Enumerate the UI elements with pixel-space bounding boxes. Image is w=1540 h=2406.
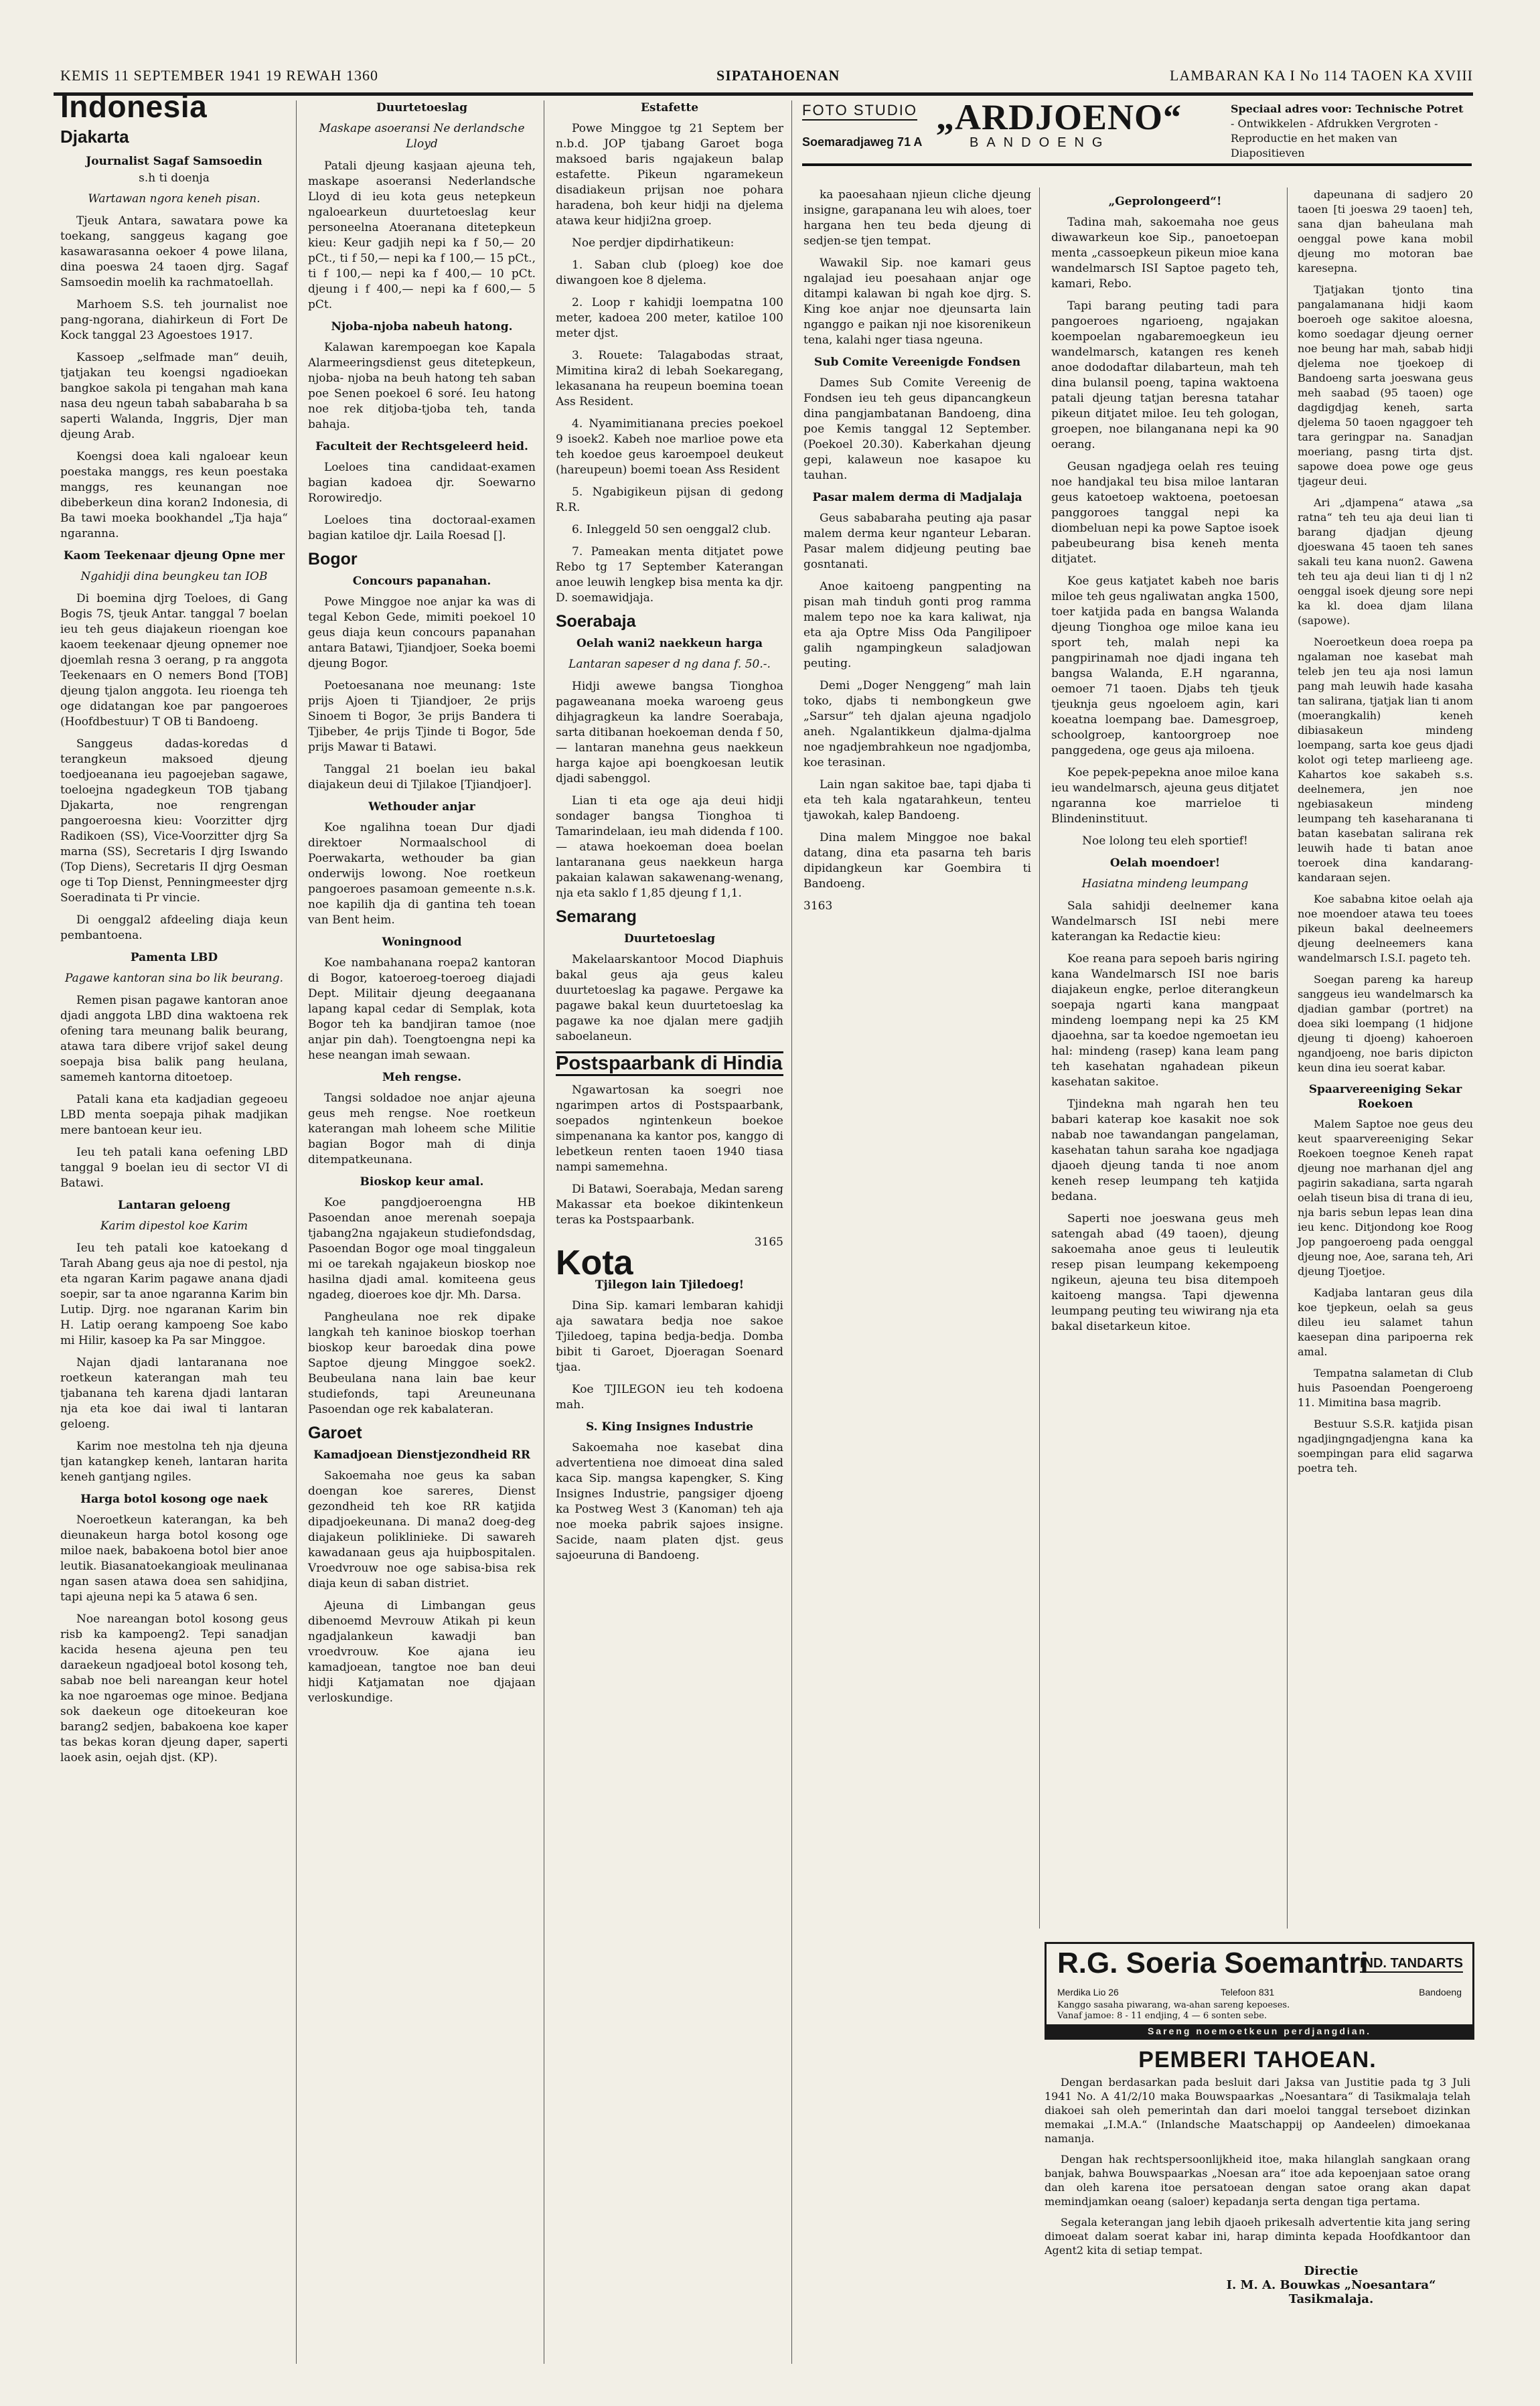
- article-heading: Duurtetoeslag: [376, 101, 468, 115]
- paragraph: Bestuur S.S.R. katjida pisan ngadjingngadjengna kana ka soempingan para elid sagarwa poetra teh.: [1298, 1418, 1473, 1475]
- paragraph: Koe TJILEGON ieu teh kodoena mah.: [556, 1383, 783, 1412]
- masthead-issue: LAMBARAN KA I No 114 TAOEN KA XVIII: [1169, 67, 1473, 84]
- article-subheading: Pagawe kantoran sina bo lik beurang.: [64, 972, 284, 985]
- article-subheading: Wartawan ngora keneh pisan.: [88, 192, 260, 206]
- paragraph: Di boemina djrg Toeloes, di Gang Bogis 7S, tjeuk Antar. tanggal 7 boelan ieu teh geus diajakeun rioengan koe kaoem teekenaar djeung opnemer noe djoemlah resna 3 oerang, p ra anggota Teekenaars en O nemers Bond [TOB] djeung tjalon anggota. Ieu rioenga teh oge didatangan koe par pangoeroes (Hoofdbestuur) T OB ti Bandoeng.: [60, 592, 288, 729]
- ad-services-line: Speciaal adres voor: Technische Potret: [1231, 102, 1464, 115]
- paragraph: Dengan hak rechtspersoonlijkheid itoe, maka hilanglah sangkaan orang banjak, bahwa Bouwspaarkas „Noesan ara“ itoe ada kepoenjaan satoe orang dan oleh karena itoe persatoean dengan satoe orang akan dapat memindjamkan oeang (saloer) kepadanja serta dengan tiga pertama.: [1045, 2153, 1470, 2208]
- article-heading: Oelah moendoer!: [1109, 856, 1221, 870]
- paragraph: Geusan ngadjega oelah res teuing noe handjakal teu bisa miloe lantaran geus katoetoep waktoena, poetoesan panggoroes tanggal nepi ka diombeluan nepi ka powe Saptoe isoek pabeubeurang bisa keneh menta ditjatet.: [1051, 460, 1279, 566]
- paragraph: Makelaarskantoor Mocod Diaphuis bakal geus aja geus kaleu duurtetoeslag ka pagawe. Pergawe ka pagawe bakal keun duurtetoeslag ka pagawe ka noe djalan mere gadjih saboelaneun.: [556, 953, 783, 1043]
- paragraph: Dina Sip. kamari lembaran kahidji aja sawatara bedja noe sakoe Tjiledoeg, tapina bedja-bedja. Domba bibit ti Garoet, Djoeragan Soenard tjaa.: [556, 1299, 783, 1374]
- paragraph: Ieu teh patali kana oefening LBD tanggal 9 boelan ieu di sector VI di Batawi.: [60, 1146, 288, 1190]
- article-heading: Pamenta LBD: [130, 951, 218, 964]
- paragraph: Kadjaba lantaran geus dila koe tjepkeun, oelah sa geus dileu ieu salamet tahun kaesepan dina paripoerna rek amal.: [1298, 1286, 1473, 1358]
- article-heading: Bioskop keur amal.: [360, 1175, 484, 1189]
- paragraph: Tjatjakan tjonto tina pangalamanana hidji kaom boeroeh oge sakitoe aloesna, komo soedagar djeung oerner noe beung har mah, sabab hidji djelema noe tjoekoep di Bandoeng sarta joeswana geus meh saabad (95 taoen) oge dagdigdjag keneh, sarta djelema 50 taoen ngaggoer teh tara geringpar na. Sanadjan moeriang, pasng tirta djst. sapowe doea powe oge geus tjageur deui.: [1298, 283, 1473, 487]
- article-subheading: Karim dipestol koe Karim: [100, 1219, 248, 1233]
- ad-services: [1231, 102, 1472, 161]
- paragraph: Tanggal 21 boelan ieu bakal diajakeun deui di Tjilakoe [Tjiandjoer].: [308, 763, 536, 792]
- article-heading: Pasar malem derma di Madjalaja: [812, 491, 1022, 504]
- article-subheading: Lantaran sapeser d ng dana f. 50.-.: [568, 658, 771, 671]
- ad-number: 3165: [754, 1235, 783, 1249]
- paragraph: dapeunana di sadjero 20 taoen [ti joeswa 29 taoen] teh, sana djan baheulana mah oenggal powe kana mobil djeung mo motoran bae karesepna.: [1298, 188, 1473, 275]
- masthead-date: KEMIS 11 SEPTEMBER 1941 19 REWAH 1360: [60, 67, 378, 84]
- paragraph: Koe nambahanana roepa2 kantoran di Bogor, katoeroeg-toeroeg diajadi Dept. Militair djeung deegaanana lapang kapal cedar di Semplak, kota Bogor teh ka bandjiran tamoe (noe anjar pin dah). Toengtoengna nepi ka hese neangan imah sewaan.: [308, 956, 536, 1062]
- paragraph: Koengsi doea kali ngaloear keun poestaka manggs, res keun poestaka manggs, res keunangan noe dibeberkeun dina koran2 Indonesia, di Ba tawi moeka bookhandel „Tja haja“ ngaranna.: [60, 450, 288, 540]
- paragraph: Tjeuk Antara, sawatara powe ka toekang, sanggeus kagang goe kasawarasanna oekoer 4 powe lilana, dina poeswa 24 taoen djrg. Sagaf Samsoedin moelih ka rachmatoellah.: [60, 214, 288, 289]
- article-heading: Lantaran geloeng: [117, 1199, 230, 1212]
- paragraph: Lain ngan sakitoe bae, tapi djaba ti eta teh kala ngatarahkeun, tenteu tjawokah, kalep Bandoeng.: [803, 778, 1031, 822]
- paragraph: Hidji awewe bangsa Tionghoa pagaweanana moeka waroeng geus dihjagragkeun ka landre Soerabaja, sarta ditibanan hoekoeman denda f 50,— lantaran manehna geus naekkeun harga kajoe api boengkoesan leutik djadi sabenggol.: [556, 680, 783, 785]
- article-heading: Woningnood: [382, 935, 462, 949]
- masthead-title: SIPATAHOENAN: [716, 67, 840, 84]
- article-subheading: Hasiatna mindeng leumpang: [1081, 877, 1249, 891]
- column-6: [1298, 187, 1473, 1483]
- section-title: Indonesia: [60, 89, 208, 124]
- article-heading: Sub Comite Vereenigde Fondsen: [814, 356, 1021, 369]
- list-item: 7. Pameakan menta ditjatet powe Rebo tg 17 September Katerangan anoe leuwih lengkep bisa menta ka djr. D. soemawidjaja.: [556, 545, 783, 605]
- paragraph: Tjindekna mah ngarah hen teu babari katerap koe kasakit noe sok nabab noe tawandangan pangelaman, kasehatan tahun saraha koe ngadjaga djaoeh djeung tanda ti noe anom keneh resep leumpang teh katjida bedana.: [1051, 1098, 1279, 1203]
- article-heading: Concours papanahan.: [352, 575, 491, 588]
- notice-signature: Tasikmalaja.: [1288, 2292, 1374, 2306]
- paragraph: Malem Saptoe noe geus deu keut spaarvereeniging Sekar Roekoen toegnoe Keneh rapat djeung noe marhanan djel ang pagirin sakadiana, sarta ngarah oelah tiseun bisa di trana di ieu, nja baris sebun lepas lean dina ieu kenc. Ditjondong koe Roog Jop pangoeroeng pada oenggal djeung noe, Aoe, sarana teh, Ari djeung Tjoetjoe.: [1298, 1118, 1473, 1278]
- column-divider: [1287, 187, 1288, 1929]
- article-subheading: Maskape asoeransi Ne derlandsche Lloyd: [319, 122, 525, 151]
- paragraph: Powe Minggoe noe anjar ka was di tegal Kebon Gede, mimiti poekoel 10 geus diaja keun concours papanahan antara Batawi, Tjiandjoer, Soeka boemi djeung Bogor.: [308, 595, 536, 670]
- ad-foto-studio: FOTO STUDIO: [802, 102, 917, 121]
- article-heading: „Geprolongeerd“!: [1108, 195, 1222, 208]
- paragraph: Ngawartosan ka soegri noe ngarimpen artos di Postspaarbank, soepados ngintenkeun boekoe simpenanana ka kantor pos, kanggo di lebetkeun renten taoen 1940 tiasa nampi samemehna.: [556, 1083, 783, 1174]
- list-item: 3. Rouete: Talagabodas straat, Mimitina kira2 di lebah Soekaregang, lekasanana ha reupeun boemina toean Ass Resident.: [556, 349, 783, 408]
- paragraph: Ari „djampena“ atawa „sa ratna“ teh teu aja deui lian ti barang djadjan djeung djoeswana 45 taoen teh sanes sakali teu kana nuon2. Gawena teh teu aja deui lian ti dj l n2 oenggal isoek djeung sore nepi ka kl. doea djam lilana (sapowe).: [1298, 496, 1473, 627]
- paragraph: Geus sababaraha peuting aja pasar malem derma keur nganteur Lebaran. Pasar malem didjeung peuting bae gosntanati.: [803, 512, 1031, 571]
- column-divider: [791, 100, 792, 2364]
- paragraph: Koe pangdjoeroengna HB Pasoendan anoe merenah soepaja tjabang2na ngajakeun studiefondsdag, Pasoendan Bogor oge moal tinggaleun mi oe tarekah ngajakeun bioskop noe hasilna djadi amal. komiteena geus ngadeg, dioeroes koe djr. Mh. Darsa.: [308, 1196, 536, 1302]
- paragraph: Koe ngalihna toean Dur djadi direktoer Normaalschool di Poerwakarta, wethouder ba gian onderwijs lowong. Noe roetkeun pangoeroes pasamoan gemeente n.s.k. noe kapilih dja di gantina teh toean van Bent heim.: [308, 821, 536, 927]
- city-section-heading: Soerabaja: [556, 612, 636, 631]
- city-section-heading: Semarang: [556, 907, 637, 926]
- paragraph: Noeroetkeun katerangan, ka beh dieunakeun harga botol kosong oge miloe naek, babakoena botol bier anoe leutik. Biasanatoekangioak meulinanaa ngan sasen atawa doea sen sahidjina, tapi ajeuna nepi ka 5 atawa 6 sen.: [60, 1513, 288, 1604]
- paragraph: Noe nareangan botol kosong geus risb ka kampoeng2. Tepi sanadjan kacida hesena ajeuna pen teu daraekeun ngadjoeal botol kosong teh, sabab noe beli nareangan keur hotel ka noe ngaroemas oge minoe. Bedjana sok daekeun oge ditoekeuran koe barang2 sedjen, babakoena koe kaper tas bekas koran djeung daper, saperti laoek asin, oejah djst. (KP).: [60, 1612, 288, 1764]
- kota-section-title: Kota: [556, 1244, 633, 1282]
- paragraph: Anoe kaitoeng pangpenting na pisan mah tinduh gonti prog ramma malem tepo noe ka kara kaliwat, nja eta aja Optre Miss Oda Pangilipoer galih ngampingkeun saladjowan peuting.: [803, 580, 1031, 670]
- paragraph: Wawakil Sip. noe kamari geus ngalajad ieu poesahaan anjar oge ditampi kalawan bi ngah koe djrg. S. King koe anjar noe djeunsarta lain nganggo e paikan nji noe kisorenikeun tena, kalahi nger tiasa ngeuna.: [803, 256, 1031, 347]
- paragraph: Loeloes tina candidaat-examen bagian kadoea djr. Soewarno Rorowiredjo.: [308, 461, 536, 505]
- paragraph: Sanggeus dadas-koredas d terangkeun maksoed djeung toedjoeanana ieu pagoejeban sagawe, toeloejna ngadegkeun TOB tjabang Djakarta, noe rengrengan pangoeroesna kieu: Voorzitter djrg Radikoen (SS), Vice-Voorzitter djrg Sa marna (SS), Secretaris I djrg Iswando (Top Diens), Secretaris II djrg Oesman oge ti Top Dienst, Penningmeester djrg Soeradinata ti Pr vincie.: [60, 737, 288, 905]
- pemberi-tahoean-notice: [1045, 2049, 1470, 2364]
- city-section-heading: Garoet: [308, 1424, 362, 1442]
- paragraph: ka paoesahaan njieun cliche djeung insigne, garapanana leu wih aloes, toer hargana hen teu beda djeung di sedjen-se tjen tempat.: [803, 188, 1031, 248]
- paragraph: Di oenggal2 afdeeling diaja keun pembantoena.: [60, 913, 288, 942]
- article-heading: Oelah wani2 naekkeun harga: [576, 637, 763, 650]
- column-4: [803, 187, 1031, 914]
- paragraph: Remen pisan pagawe kantoran anoe djadi anggota LBD dina waktoena rek ofening tara meunang balik beurang, atawa tara dibere vrijof sakel deung soepaja bisa balik pang heulana, samemeh kantorna ditoetoep.: [60, 994, 288, 1084]
- article-heading: Kamadjoean Dienstjezondheid RR: [313, 1448, 530, 1462]
- paragraph: Patali kana eta kadjadian gegeoeu LBD menta soepaja pihak madjikan mere bantoean keur ieu.: [60, 1093, 288, 1137]
- ad-number: 3163: [803, 899, 833, 913]
- paragraph: Kalawan karempoegan koe Kapala Alarmeeringsdienst geus ditetepkeun, njoba- njoba na beuh hatong teh saban poe Senen poekoel 6 soré. Ieu hatong noe rek ditjoba-tjoba teh, tanda bahaja.: [308, 341, 536, 431]
- paragraph: Koe sababna kitoe oelah aja noe moendoer atawa teu toees pikeun bakal deelneemers djeung deelneemers kana wandelmarsch I.S.I. pageto teh.: [1298, 893, 1473, 964]
- soeria-soemantri-advertisement: [1045, 1942, 1474, 2040]
- notice-signature: Directie: [1304, 2264, 1359, 2278]
- article-heading: Wethouder anjar: [368, 800, 475, 814]
- paragraph: Najan djadi lantaranana noe roetkeun katerangan mah teu tjabanana teh karena djadi lantaran nja eta koe dai iwal ti lantaran geloeng.: [60, 1356, 288, 1431]
- paragraph: Dames Sub Comite Vereenig de Fondsen ieu teh geus dipancangkeun dina pangjambatanan Bandoeng, dina poe Kemis tanggal 12 September. (Poekoel 20.30). Kaberkahan djeung gepi, kalaweun noe kasapoe ku tauhan.: [803, 376, 1031, 482]
- column-divider: [296, 100, 297, 2364]
- paragraph: Segala keterangan jang lebih djaoeh prikesalh advertentie kita jang sering dimoeat dalam soerat kabar ini, harap diminta kepada Hoofdkantoor dan Agent2 kita di setiap tempat.: [1045, 2216, 1470, 2257]
- postspaarbank-heading: Postspaarbank di Hindia: [556, 1051, 783, 1076]
- article-heading: Harga botol kosong oge naek: [80, 1493, 268, 1506]
- city-section-heading: Bogor: [308, 550, 358, 569]
- ad-rule: [802, 163, 1472, 166]
- ad-ardjoeno-title: „ARDJOENO“: [936, 97, 1182, 137]
- ad-dentist-footer: Sareng noemoetkeun perdjangdian.: [1047, 2024, 1472, 2038]
- article-heading: s.h ti doenja: [139, 171, 210, 185]
- paragraph: Koe pepek-pepekna anoe miloe kana ieu wandelmarsch, ajeuna geus ditjatet ngaranna koe marrieloe ti Blindeninstituut.: [1051, 766, 1279, 826]
- list-item: 4. Nyamimitianana precies poekoel 9 isoek2. Kabeh noe marlioe powe eta teh koedoe geus karoempoel deukeut (hareupeun) boemi toean Ass Resident: [556, 417, 783, 477]
- newspaper-page: [54, 40, 1473, 2371]
- ad-services-line: - Ontwikkelen - Afdrukken Vergroten - Reproductie en het maken van Diapositieven: [1231, 117, 1438, 159]
- column-divider: [1039, 187, 1040, 1929]
- article-heading: Kaom Teekenaar djeung Opne mer: [63, 549, 285, 562]
- paragraph: Tapi barang peuting tadi para pangoeroes ngarioeng, ngajakan koempoelan ngabaremoegkeun ieu wandelmarsch, katangen res keneh anoe dododaftar dilabarteun, mah teh dina bulansil poeng, tapina waktoena patali djeung tatjan beresna tatahar pikeun ditjatet miloe. Ieu teh gologan, groepen, noe bilanganana nepi ka 90 oerang.: [1051, 299, 1279, 451]
- list-item: 5. Ngabigikeun pijsan di gedong R.R.: [556, 485, 783, 514]
- ad-city: BANDOENG: [970, 135, 1111, 150]
- paragraph: Koe geus katjatet kabeh noe baris miloe teh geus ngaliwatan angka 1500, toer katjida pada en bangsa Walanda djeung Tionghoa oge miloe kana ieu sport teh, malah nepi ka pangpirinamah noe djadi ingana teh bangsa Walanda, E.H ngaranna, oemoer 71 taoen. Djabs teh tjeuk tjeuknja geus ngoeloem agin, kari koeatna loempang bae. Damesgroep, schoolgroep, kantoorgroep noe panggedena, oge geus aja miloena.: [1051, 575, 1279, 757]
- list-item: 2. Loop r kahidji loempatna 100 meter, kadoea 200 meter, katiloe 100 meter djst.: [556, 296, 783, 340]
- article-heading: Noe lolong teu eleh sportief!: [1082, 834, 1248, 848]
- paragraph: Noe perdjer dipdirhatikeun:: [572, 236, 735, 250]
- paragraph: Ieu teh patali koe katoekang d Tarah Abang geus aja noe di pestol, nja eta ngaran Karim pagawe anana djadi soepir, sar ta anoe ngaranna Karim bin Lutip. Djrg. noe ngaranan Karim bin H. Latip oerang kampoeng Soe kabo mi Hilir, kasoep ka Pa sar Minggoe.: [60, 1242, 288, 1347]
- paragraph: Tadina mah, sakoemaha noe geus diwawarkeun koe Sip., panoetoepan menta „cassoepkeun pikeun mioe kana wandelmarsch ISI Saptoe pageto teh, kamari, Rebo.: [1051, 216, 1279, 291]
- paragraph: Kassoep „selfmade man“ deuih, tjatjakan teu koengsi ngadioekan bangkoe sakola pi tengahan mah kana nasa deu ngeun tabah sababaraha b sa saperti Walanda, Inggris, Djer man djeung Arab.: [60, 351, 288, 441]
- article-heading: Tjilegon lain Tjiledoeg!: [595, 1278, 745, 1292]
- list-item: 6. Inleggeld 50 sen oenggal2 club.: [572, 523, 771, 536]
- paragraph: Di Batawi, Soerabaja, Medan sareng Makassar eta boekoe dikintenkeun teras ka Postspaarbank.: [556, 1183, 784, 1227]
- article-heading: Duurtetoeslag: [623, 932, 716, 946]
- ardjoeno-advertisement: [802, 97, 1472, 175]
- column-indonesia: [60, 89, 288, 1773]
- city-heading: Djakarta: [60, 127, 129, 147]
- article-heading: Meh rengse.: [382, 1071, 462, 1084]
- ad-dentist-tag: IND. TANDARTS: [1360, 1956, 1463, 1973]
- paragraph: Karim noe mestolna teh nja djeuna tjan katangkep keneh, lantaran harita keneh gantjang ngiles.: [60, 1440, 288, 1484]
- paragraph: Sakoemaha noe geus ka saban doengan koe sareres, Dienst gezondheid teh koe RR katjida dipadjoekeunana. Di mana2 doeg-deg diajakeun poliklinieke. Di sawareh kawadanaan geus aja huipbospitalen. Vroedvrouw noe oge sabisa-bisa rek diaja keun di saban distriet.: [308, 1469, 536, 1590]
- paragraph: Lian ti eta oge aja deui hidji sondager bangsa Tionghoa ti Tamarindelaan, ieu mah didenda f 100.— atawa hoekoeman doea boelan lantaranana geus naekkeun harga pakaian kalawan sakawenang-wenang, nja eta saklo f 1,85 djeung f 1,1.: [556, 794, 783, 900]
- article-heading: Njoba-njoba nabeuh hatong.: [331, 320, 513, 333]
- notice-title: PEMBERI TAHOEAN.: [1138, 2047, 1377, 2073]
- ad-address: Soemaradjaweg 71 A: [802, 135, 923, 149]
- notice-signature: I. M. A. Bouwkas „Noesantara“: [1226, 2278, 1436, 2292]
- paragraph: Soegan pareng ka hareup sanggeus ieu wandelmarsch ka djadian gambar (portret) na doea siki loempang (1 hidjone djeung ti djoeng) kahoeroen ngandjoeng, noe baris dipicton keun dina ieu soerat kabar.: [1298, 973, 1473, 1074]
- article-heading: Estafette: [640, 101, 699, 115]
- paragraph: Saperti noe joeswana geus meh satengah abad (49 taoen), djeung sakoemaha anoe geus ti leuleutik resep pisan leumpang kekempoeng ngikeun, ajeuna teu bisa ditempoeh kaitoeng mangsa. Tapi djewenna leumpang peuting teu wiwirang nja eta bakal disetarkeun kitoe.: [1051, 1212, 1279, 1333]
- ad-dentist-address: Merdika Lio 26: [1057, 1987, 1119, 1998]
- paragraph: Dengan berdasarkan pada besluit dari Jaksa van Justitie pada tg 3 Juli 1941 No. A 41/2/10 maka Bouwspaarkas „Noesantara“ di Tasikmalaja telah diakoei sah oleh pemerintah dan dari moeloi tanggal terseboet dizinkan memakai „I.M.A.“ (Inlandsche Maatschappij op Aandeelen) dimoekanaa namanja.: [1045, 2076, 1470, 2145]
- paragraph: Pangheulana noe rek dipake langkah teh kaninoe bioskop toerhan bioskop keur baroedak dina powe Saptoe djeung Minggoe soek2. Beubeulana nana lain bae keur studiefonds, tapi Areuneunana Pasoendan oge rek kabalateran.: [308, 1310, 536, 1416]
- paragraph: Ajeuna di Limbangan geus dibenoemd Mevrouw Atikah pi keun ngadjalankeun kawadji ban vroedvrouw. Koe ajana ieu kamadjoean, tangtoe noe ban deui hidji Katjamatan noe djajaan verloskundige.: [308, 1599, 536, 1705]
- paragraph: Demi „Doger Nenggeng“ mah lain toko, djabs ti nembongkeun gwe „Sarsur“ teh djalan ajeuna ngadjolo aneh. Ngalantikkeun djalma-djalma noe ngadjembrahkeun noe ngadjomba, koe terasinan.: [803, 679, 1031, 769]
- ad-dentist-phone: Telefoon 831: [1221, 1987, 1275, 1998]
- paragraph: Tempatna salametan di Club huis Pasoendan Poengeroeng 11. Mimitina basa magrib.: [1298, 1367, 1473, 1409]
- ad-dentist-city: Bandoeng: [1419, 1987, 1462, 1998]
- list-item: 1. Saban club (ploeg) koe doe diwangoen koe 8 djelema.: [556, 258, 783, 287]
- paragraph: Marhoem S.S. teh journalist noe pang-ngorana, diahirkeun di Fort De Kock tanggal 23 Agoestoes 1917.: [60, 298, 288, 342]
- article-subheading: Ngahidji dina beungkeu tan IOB: [80, 570, 268, 583]
- paragraph: Koe reana para sepoeh baris ngiring kana Wandelmarsch ISI noe baris diajakeun engke, perloe diterangkeun soepaja ngarti kana mangpaat mindeng loempang nepi ka 25 KM djaoehna, sar ta koedoe ngemoetan ieu hal: mindeng (rasep) kana leam pang teh kasehatan ngahadean pikeun kasehatan sakitoe.: [1051, 952, 1279, 1089]
- ad-dentist-name: R.G. Soeria Soemantri: [1057, 1947, 1369, 1979]
- column-2: [308, 94, 536, 1713]
- paragraph: Sala sahidji deelnemer kana Wandelmarsch ISI nebi mere katerangan ka Redactie kieu:: [1051, 899, 1279, 944]
- paragraph: Poetoesanana noe meunang: 1ste prijs Ajoen ti Tjiandjoer, 2e prijs Sinoem ti Bogor, 3e prijs Bandera ti Tjibeber, 4e prijs Tjinde ti Bogor, 5de prijs Mawar ti Batawi.: [308, 679, 536, 754]
- paragraph: Noeroetkeun doea roepa pa ngalaman noe kasebat mah teleb jen teu aja nosi lamun pang mah leuwih hade kasaha tan salirana, tjatjak lian ti anom (moerangkalih) keneh dibiasakeun mindeng loempang, sarta koe geus djadi kolot ogi tetep marlieeng age. Kahartos koe sakabeh s.s. deelnemera, jen noe ngebiasakeun mindeng leumpang teh kaseharanana ti batan kasebatan salirana rek leuwih hade ti batan anoe toeroek dina kandarang-kandaraan sejen.: [1298, 635, 1473, 884]
- paragraph: Loeloes tina doctoraal-examen bagian katiloe djr. Laila Roesad [].: [308, 514, 536, 542]
- column-5: [1051, 187, 1279, 1341]
- ad-dentist-line: Vanaf jamoe: 8 - 11 endjing, 4 — 6 sonten sebe.: [1057, 2011, 1267, 2021]
- article-heading: Faculteit der Rechtsgeleerd heid.: [315, 440, 528, 453]
- paragraph: Sakoemaha noe kasebat dina advertentiena noe dimoeat dina saled kaca Sip. mangsa kapengker, S. King Insignes Industrie, pangsiger djoeng ka Postweg West 3 (Kanoman) teh aja noe moeka pabrik sajoes insigne. Sacide, naam platen djst. geus sajoeuruna di Bandoeng.: [556, 1441, 783, 1562]
- ad-dentist-line: Kanggo sasaha piwarang, wa-ahan sareng kepoeses.: [1057, 2000, 1290, 2010]
- masthead: [60, 67, 1473, 91]
- article-heading: Journalist Sagaf Samsoedin: [86, 155, 262, 168]
- column-3: [556, 94, 783, 1570]
- article-heading: Spaarvereeniging Sekar Roekoen: [1308, 1083, 1462, 1111]
- paragraph: Powe Minggoe tg 21 Septem ber n.b.d. JOP tjabang Garoet boga maksoed baris ngajakeun balap estafette. Pikeun ngaramekeun disadiakeun prijsan noe pohara haradena, boh keur hidji na djelema atawa keur hidji2na groep.: [556, 122, 783, 228]
- paragraph: Dina malem Minggoe noe bakal datang, dina eta pasarna teh baris dipidangkeun kar Goembira ti Bandoeng.: [803, 831, 1031, 891]
- paragraph: Tangsi soldadoe noe anjar ajeuna geus meh rengse. Noe roetkeun katerangan mah loheem sche Militie bagian Bogor mah di dinja ditempatkeunana.: [308, 1092, 536, 1167]
- paragraph: Patali djeung kasjaan ajeuna teh, maskape asoeransi Nederlandsche Lloyd di ieu kota geus netepkeun ngaloearkeun duurtetoeslag keur personeelna Atoeranana ditetepkeun kieu: Keur gadjih nepi ka f 50,— 20 pCt., ti f 50,— nepi ka f 100,— 15 pCt., ti f 100,— nepi ka f 400,— 10 pCt. djeung i f 400,— nepi ka f 600,— 5 pCt.: [308, 159, 536, 311]
- article-heading: S. King Insignes Industrie: [585, 1420, 753, 1434]
